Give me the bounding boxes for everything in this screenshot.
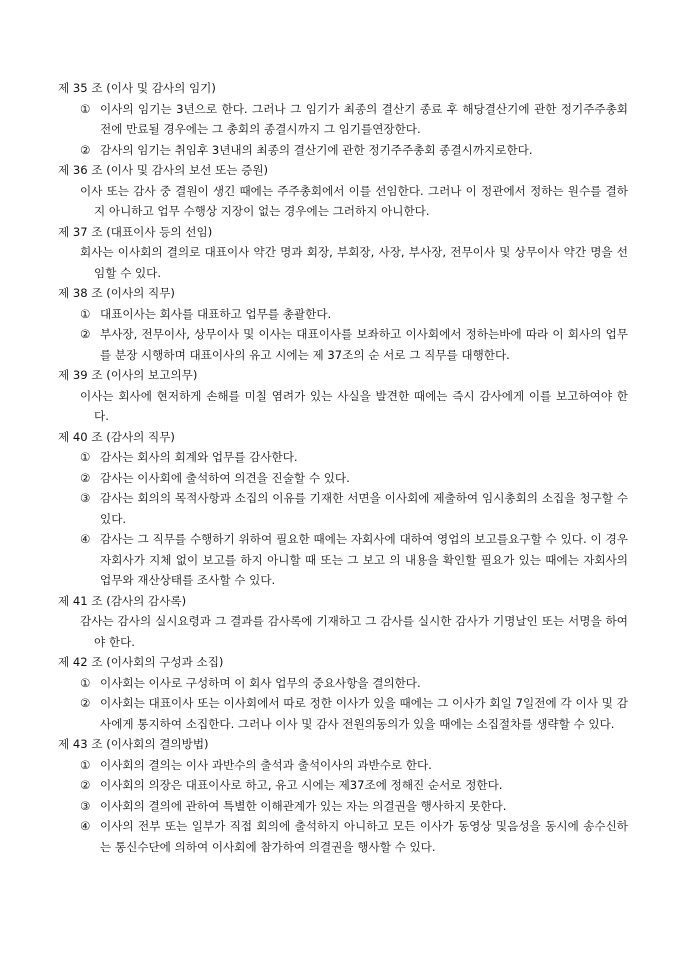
- article-body: 이사는 회사에 현저하게 손해를 미칠 염려가 있는 사실을 발견한 때에는 즉시 감사에게 이를 보고하여야 한다.: [80, 388, 628, 423]
- article-37: [58, 222, 628, 284]
- item-text: 감사의 임기는 취임후 3년내의 최종의 결산기에 관한 정기주주총회 종결시까지로한다.: [100, 142, 533, 157]
- item-number: ②: [80, 470, 91, 485]
- item-text: 감사는 그 직무를 수행하기 위하여 필요한 때에는 자회사에 대하여 영업의 보고를요구할 수 있다. 이 경우 자회사가 지체 없이 보고를 하지 아니할 때 또는 그 보고 의 내용을 확인할 필요가 있는 때에는 자회사의 업무와 재산상태를 조사할 수 있다.: [100, 532, 628, 587]
- item-text: 감사는 회의의 목적사항과 소집의 이유를 기재한 서면을 이사회에 제출하여 임시총회의 소집을 청구할 수 있다.: [100, 491, 628, 526]
- article-heading: 제 43 조 (이사회의 결의방법): [58, 737, 209, 751]
- article-body: 회사는 이사회의 결의로 대표이사 약간 명과 회장, 부회장, 사장, 부사장, 전무이사 및 상무이사 약간 명을 선임할 수 있다.: [80, 245, 628, 280]
- article-heading: 제 38 조 (이사의 직무): [58, 286, 175, 300]
- article-body: 감사는 감사의 실시요령과 그 결과를 감사록에 기재하고 그 감사를 실시한 감사가 기명날인 또는 서명을 하여야 한다.: [80, 614, 628, 649]
- article-41: [58, 591, 628, 653]
- item-number: ④: [80, 819, 91, 833]
- article-heading: 제 42 조 (이사회의 구성과 소집): [58, 655, 224, 669]
- article-heading: 제 40 조 (감사의 직무): [58, 429, 175, 444]
- article-item: [80, 693, 628, 734]
- item-number: ①: [80, 306, 91, 321]
- item-number: ②: [80, 327, 91, 341]
- article-item: [80, 775, 628, 796]
- article-item: [80, 673, 628, 694]
- article-item: [80, 140, 628, 161]
- item-number: ③: [80, 491, 91, 505]
- article-item: [80, 468, 628, 489]
- article-heading: 제 36 조 (이사 및 감사의 보선 또는 증원): [58, 163, 269, 177]
- article-38: [58, 283, 628, 365]
- article-36: [58, 160, 628, 222]
- article-43: [58, 734, 628, 857]
- item-text: 이사의 임기는 3년으로 한다. 그러나 그 임기가 최종의 결산기 종료 후 해당결산기에 관한 정기주주총회 전에 만료될 경우에는 그 총회의 종결시까지 그 임기를연장한다.: [100, 101, 628, 136]
- item-number: ①: [80, 675, 91, 690]
- article-42: [58, 652, 628, 734]
- article-heading: 제 37 조 (대표이사 등의 선임): [58, 224, 213, 239]
- article-item: [80, 816, 628, 857]
- article-35: [58, 78, 628, 160]
- item-number: ②: [80, 142, 91, 157]
- article-item: [80, 304, 628, 325]
- article-item: [80, 488, 628, 529]
- item-number: ①: [80, 450, 91, 464]
- article-item: [80, 796, 628, 817]
- article-item: [80, 99, 628, 140]
- item-text: 부사장, 전무이사, 상무이사 및 이사는 대표이사를 보좌하고 이사회에서 정하는바에 따라 이 회사의 업무를 분장 시행하며 대표이사의 유고 시에는 제 37조의 순 서로 그 직무를 대행한다.: [100, 327, 628, 362]
- item-number: ①: [80, 757, 91, 772]
- item-text: 감사는 이사회에 출석하여 의견을 진술할 수 있다.: [100, 470, 350, 485]
- article-heading: 제 39 조 (이사의 보고의무): [58, 368, 198, 382]
- article-39: [58, 365, 628, 427]
- article-heading: 제 41 조 (감사의 감사록): [58, 593, 187, 608]
- item-text: 이사회는 이사로 구성하며 이 회사 업무의 중요사항을 결의한다.: [100, 675, 421, 690]
- article-item: [80, 755, 628, 776]
- article-item: [80, 447, 628, 468]
- item-number: ④: [80, 532, 91, 546]
- item-text: 감사는 회사의 회계와 업무를 감사한다.: [100, 450, 298, 464]
- item-text: 이사회의 결의에 관하여 특별한 이해관계가 있는 자는 의결권을 행사하지 못한다.: [100, 798, 507, 813]
- item-text: 이사의 전부 또는 일부가 직접 회의에 출석하지 아니하고 모든 이사가 동영상 및음성을 동시에 송수신하는 통신수단에 의하여 이사회에 참가하여 의결권을 행사할 수 있다.: [100, 819, 628, 854]
- item-number: ②: [80, 696, 91, 710]
- article-heading: 제 35 조 (이사 및 감사의 임기): [58, 81, 216, 95]
- item-text: 대표이사는 회사를 대표하고 업무를 총괄한다.: [100, 306, 332, 321]
- article-40: [58, 427, 628, 591]
- article-item: [80, 529, 628, 591]
- item-number: ①: [80, 101, 91, 116]
- item-text: 이사회의 의장은 대표이사로 하고, 유고 시에는 제37조에 정해진 순서로 정한다.: [100, 778, 503, 792]
- item-text: 이사회는 대표이사 또는 이사회에서 따로 정한 이사가 있을 때에는 그 이사가 회일 7일전에 각 이사 및 감사에게 통지하여 소집한다. 그러나 이사 및 감사 전원의동의가 있을 때에는 소집절차를 생략할 수 있다.: [100, 696, 628, 731]
- item-number: ③: [80, 798, 91, 813]
- item-number: ②: [80, 778, 91, 792]
- article-body: 이사 또는 감사 중 결원이 생긴 때에는 주주총회에서 이를 선임한다. 그러나 이 정관에서 정하는 원수를 결하지 아니하고 업무 수행상 지장이 없는 경우에는 그러하지 아니한다.: [80, 183, 628, 218]
- item-text: 이사회의 결의는 이사 과반수의 출석과 출석이사의 과반수로 한다.: [100, 757, 432, 772]
- article-item: [80, 324, 628, 365]
